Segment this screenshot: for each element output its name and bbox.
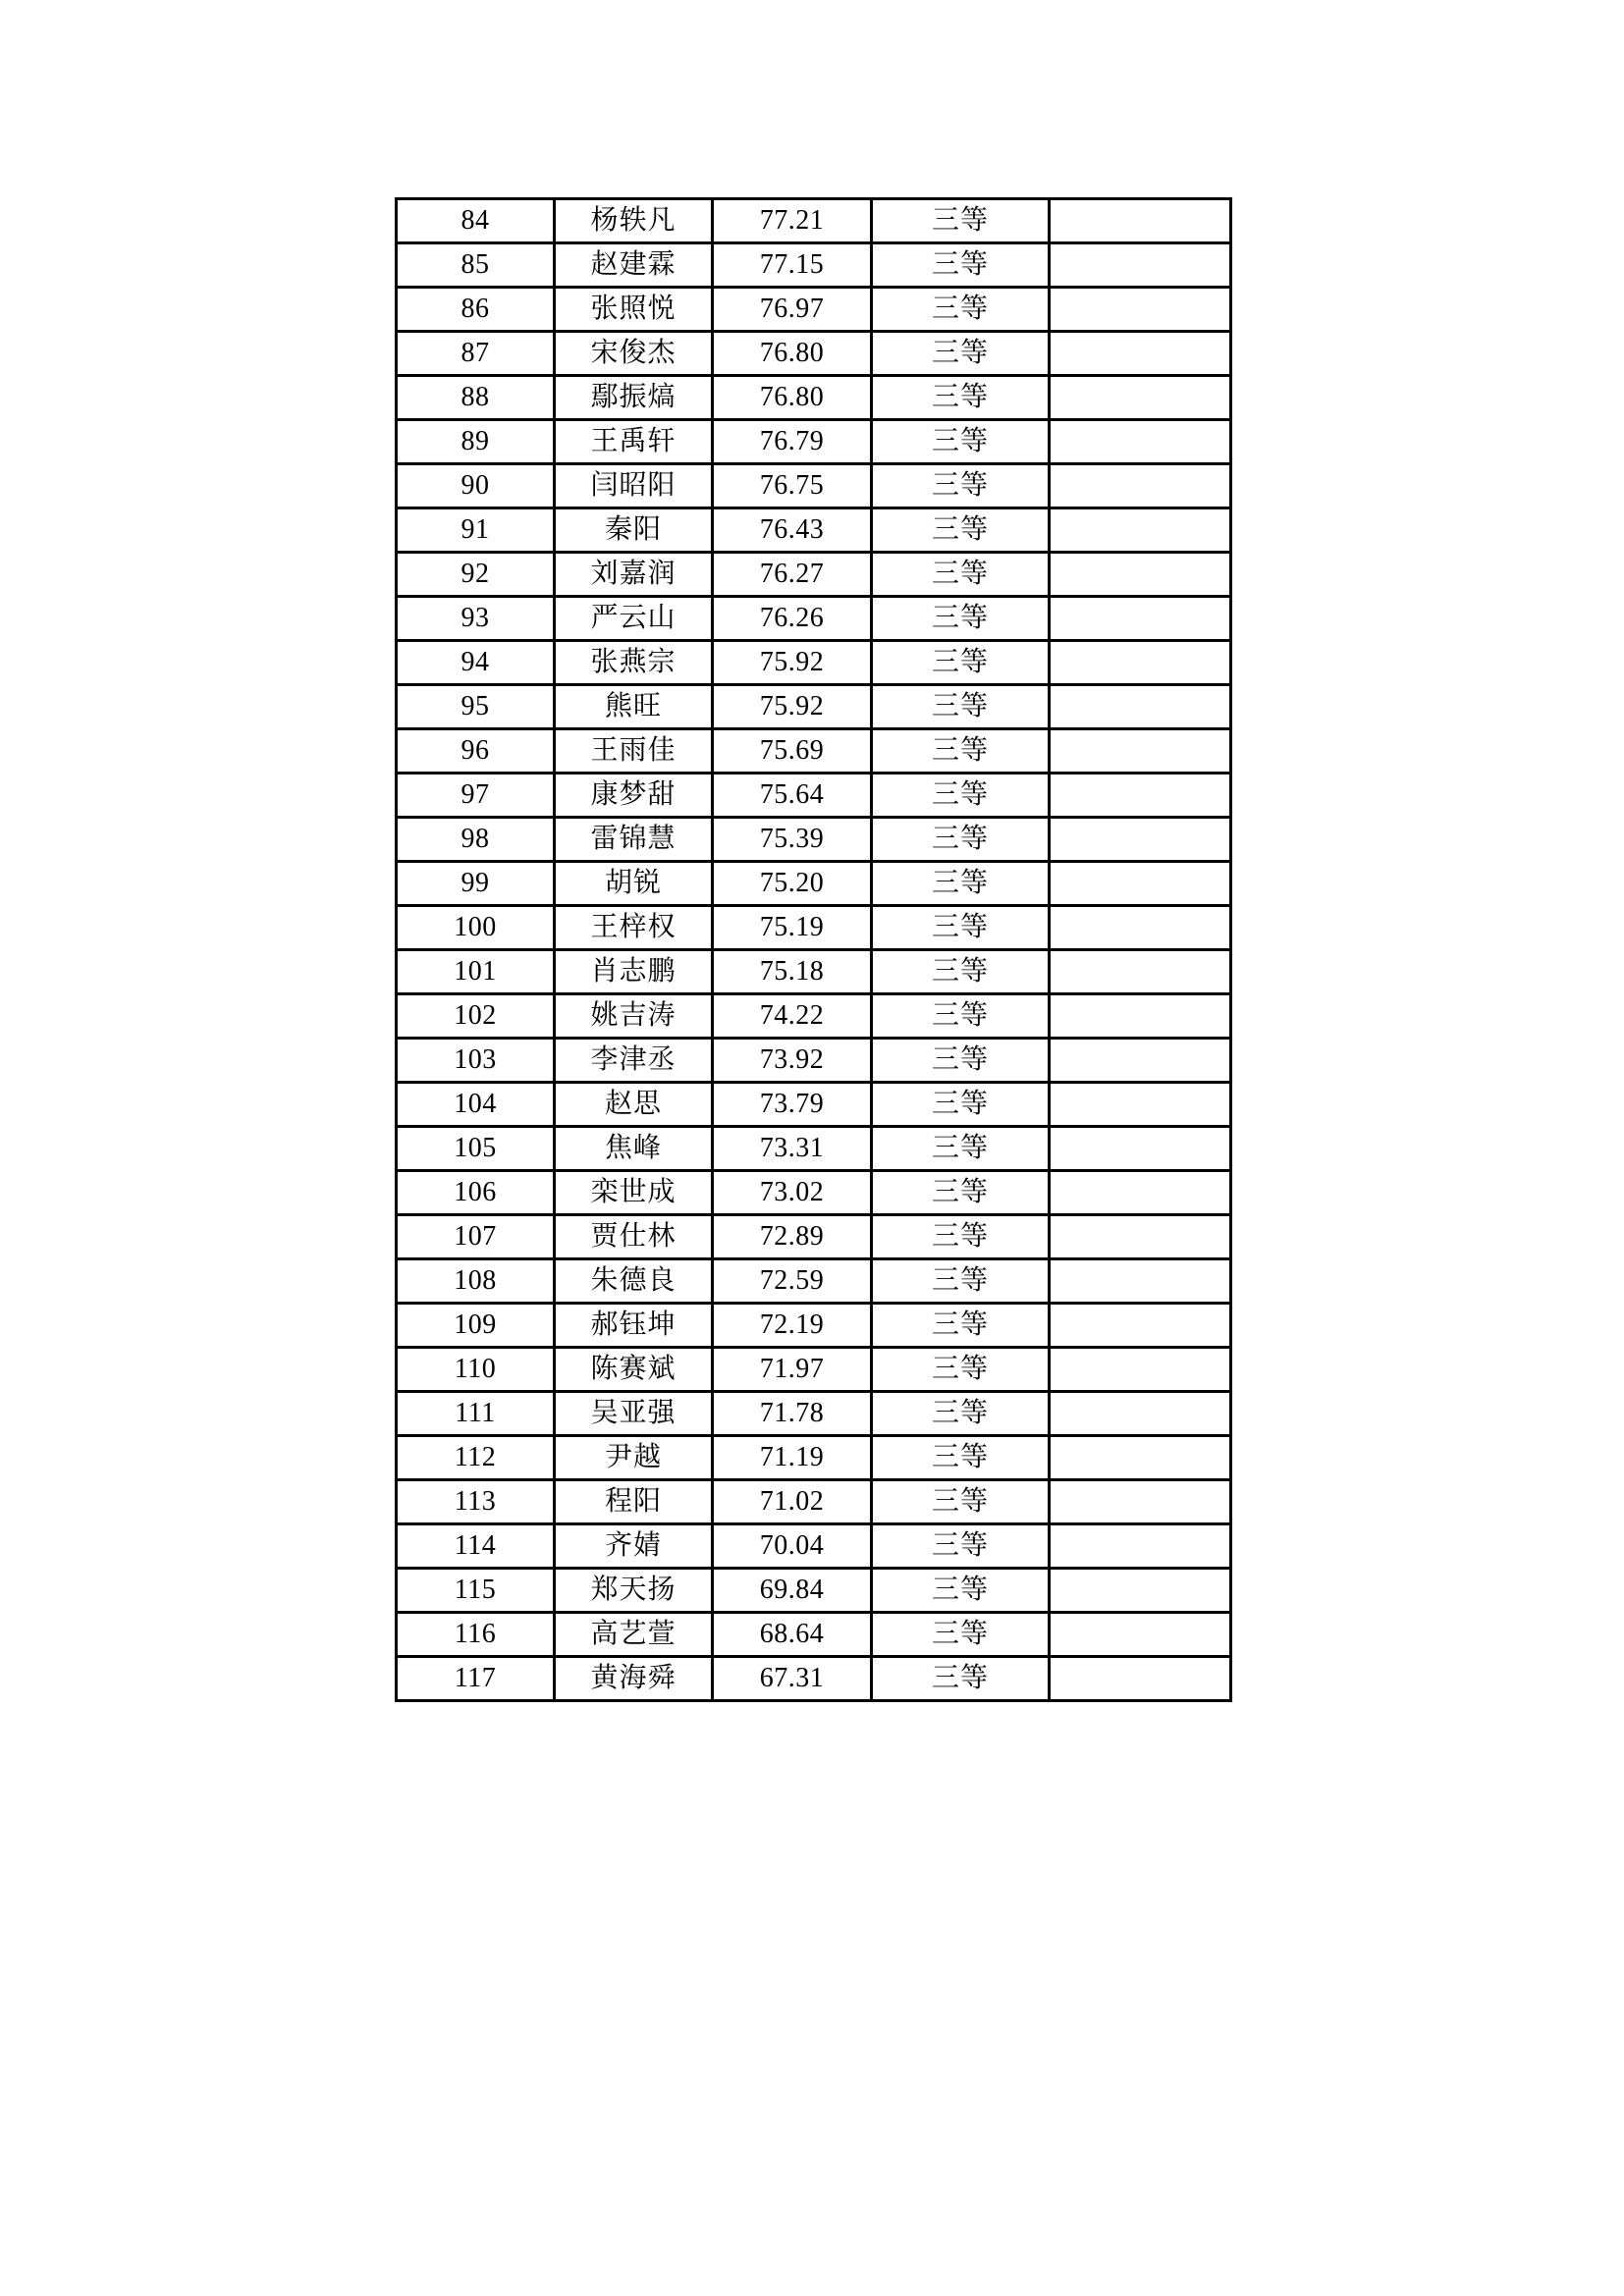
note-cell [1050, 1127, 1231, 1171]
grade-cell: 三等 [872, 950, 1050, 994]
note-cell [1050, 1083, 1231, 1127]
grade-cell: 三等 [872, 1657, 1050, 1701]
rank-cell: 87 [397, 332, 555, 376]
table-row [397, 1348, 1231, 1392]
grade-cell: 三等 [872, 994, 1050, 1039]
rank-cell: 98 [397, 818, 555, 862]
note-cell [1050, 1171, 1231, 1215]
rank-cell: 97 [397, 774, 555, 818]
grade-cell: 三等 [872, 1480, 1050, 1524]
note-cell [1050, 641, 1231, 685]
note-cell [1050, 774, 1231, 818]
score-cell: 77.21 [713, 199, 872, 243]
rank-cell: 104 [397, 1083, 555, 1127]
note-cell [1050, 818, 1231, 862]
name-cell: 王梓权 [555, 906, 713, 950]
name-cell: 郝钰坤 [555, 1304, 713, 1348]
rank-cell: 95 [397, 685, 555, 729]
table-row [397, 1127, 1231, 1171]
note-cell [1050, 994, 1231, 1039]
grade-cell: 三等 [872, 729, 1050, 774]
grade-cell: 三等 [872, 1215, 1050, 1259]
score-cell: 72.19 [713, 1304, 872, 1348]
rank-cell: 113 [397, 1480, 555, 1524]
name-cell: 栾世成 [555, 1171, 713, 1215]
note-cell [1050, 332, 1231, 376]
rank-cell: 84 [397, 199, 555, 243]
note-cell [1050, 1215, 1231, 1259]
name-cell: 李津丞 [555, 1039, 713, 1083]
ranking-table [395, 197, 1232, 1702]
table-row [397, 1215, 1231, 1259]
grade-cell: 三等 [872, 906, 1050, 950]
grade-cell: 三等 [872, 1127, 1050, 1171]
name-cell: 秦阳 [555, 508, 713, 553]
score-cell: 76.97 [713, 288, 872, 332]
name-cell: 赵建霖 [555, 243, 713, 288]
rank-cell: 88 [397, 376, 555, 420]
rank-cell: 85 [397, 243, 555, 288]
score-cell: 76.79 [713, 420, 872, 464]
table-row [397, 1083, 1231, 1127]
name-cell: 杨轶凡 [555, 199, 713, 243]
rank-cell: 96 [397, 729, 555, 774]
score-cell: 73.31 [713, 1127, 872, 1171]
ranking-table-body [397, 199, 1231, 1701]
name-cell: 张照悦 [555, 288, 713, 332]
score-cell: 75.64 [713, 774, 872, 818]
score-cell: 75.19 [713, 906, 872, 950]
score-cell: 71.97 [713, 1348, 872, 1392]
note-cell [1050, 1657, 1231, 1701]
score-cell: 76.26 [713, 597, 872, 641]
rank-cell: 94 [397, 641, 555, 685]
score-cell: 75.39 [713, 818, 872, 862]
table-row [397, 729, 1231, 774]
name-cell: 齐婧 [555, 1524, 713, 1569]
grade-cell: 三等 [872, 641, 1050, 685]
grade-cell: 三等 [872, 1348, 1050, 1392]
score-cell: 77.15 [713, 243, 872, 288]
note-cell [1050, 597, 1231, 641]
score-cell: 76.27 [713, 553, 872, 597]
note-cell [1050, 288, 1231, 332]
note-cell [1050, 420, 1231, 464]
table-row [397, 288, 1231, 332]
score-cell: 76.80 [713, 332, 872, 376]
note-cell [1050, 1613, 1231, 1657]
grade-cell: 三等 [872, 1039, 1050, 1083]
table-row [397, 1436, 1231, 1480]
table-row [397, 862, 1231, 906]
note-cell [1050, 1524, 1231, 1569]
table-row [397, 774, 1231, 818]
rank-cell: 115 [397, 1569, 555, 1613]
rank-cell: 90 [397, 464, 555, 508]
note-cell [1050, 1392, 1231, 1436]
grade-cell: 三等 [872, 685, 1050, 729]
table-row [397, 1259, 1231, 1304]
rank-cell: 100 [397, 906, 555, 950]
score-cell: 73.92 [713, 1039, 872, 1083]
grade-cell: 三等 [872, 464, 1050, 508]
table-row [397, 1613, 1231, 1657]
note-cell [1050, 729, 1231, 774]
name-cell: 吴亚强 [555, 1392, 713, 1436]
grade-cell: 三等 [872, 1171, 1050, 1215]
note-cell [1050, 862, 1231, 906]
score-cell: 74.22 [713, 994, 872, 1039]
name-cell: 郑天扬 [555, 1569, 713, 1613]
rank-cell: 89 [397, 420, 555, 464]
table-row [397, 641, 1231, 685]
table-row [397, 1039, 1231, 1083]
note-cell [1050, 1039, 1231, 1083]
score-cell: 76.80 [713, 376, 872, 420]
score-cell: 75.92 [713, 685, 872, 729]
name-cell: 熊旺 [555, 685, 713, 729]
score-cell: 76.43 [713, 508, 872, 553]
grade-cell: 三等 [872, 818, 1050, 862]
score-cell: 75.92 [713, 641, 872, 685]
name-cell: 焦峰 [555, 1127, 713, 1171]
grade-cell: 三等 [872, 243, 1050, 288]
name-cell: 高艺萱 [555, 1613, 713, 1657]
score-cell: 73.79 [713, 1083, 872, 1127]
rank-cell: 105 [397, 1127, 555, 1171]
rank-cell: 92 [397, 553, 555, 597]
note-cell [1050, 464, 1231, 508]
score-cell: 69.84 [713, 1569, 872, 1613]
table-row [397, 464, 1231, 508]
rank-cell: 99 [397, 862, 555, 906]
grade-cell: 三等 [872, 1436, 1050, 1480]
name-cell: 尹越 [555, 1436, 713, 1480]
table-row [397, 553, 1231, 597]
rank-cell: 110 [397, 1348, 555, 1392]
score-cell: 72.89 [713, 1215, 872, 1259]
name-cell: 贾仕林 [555, 1215, 713, 1259]
note-cell [1050, 508, 1231, 553]
grade-cell: 三等 [872, 1304, 1050, 1348]
score-cell: 67.31 [713, 1657, 872, 1701]
score-cell: 75.69 [713, 729, 872, 774]
name-cell: 闫昭阳 [555, 464, 713, 508]
table-row [397, 243, 1231, 288]
score-cell: 71.78 [713, 1392, 872, 1436]
table-row [397, 1569, 1231, 1613]
table-row [397, 950, 1231, 994]
rank-cell: 93 [397, 597, 555, 641]
table-row [397, 906, 1231, 950]
table-row [397, 332, 1231, 376]
rank-cell: 86 [397, 288, 555, 332]
score-cell: 71.02 [713, 1480, 872, 1524]
name-cell: 鄢振熇 [555, 376, 713, 420]
name-cell: 赵思 [555, 1083, 713, 1127]
note-cell [1050, 243, 1231, 288]
rank-cell: 106 [397, 1171, 555, 1215]
name-cell: 陈赛斌 [555, 1348, 713, 1392]
note-cell [1050, 1569, 1231, 1613]
grade-cell: 三等 [872, 553, 1050, 597]
score-cell: 68.64 [713, 1613, 872, 1657]
name-cell: 王禹轩 [555, 420, 713, 464]
note-cell [1050, 553, 1231, 597]
name-cell: 程阳 [555, 1480, 713, 1524]
grade-cell: 三等 [872, 1524, 1050, 1569]
rank-cell: 107 [397, 1215, 555, 1259]
score-cell: 71.19 [713, 1436, 872, 1480]
rank-cell: 114 [397, 1524, 555, 1569]
rank-cell: 108 [397, 1259, 555, 1304]
note-cell [1050, 1436, 1231, 1480]
name-cell: 黄海舜 [555, 1657, 713, 1701]
name-cell: 雷锦慧 [555, 818, 713, 862]
table-row [397, 818, 1231, 862]
grade-cell: 三等 [872, 376, 1050, 420]
rank-cell: 103 [397, 1039, 555, 1083]
grade-cell: 三等 [872, 597, 1050, 641]
grade-cell: 三等 [872, 420, 1050, 464]
grade-cell: 三等 [872, 288, 1050, 332]
note-cell [1050, 950, 1231, 994]
table-row [397, 597, 1231, 641]
table-row [397, 685, 1231, 729]
name-cell: 宋俊杰 [555, 332, 713, 376]
grade-cell: 三等 [872, 1392, 1050, 1436]
rank-cell: 111 [397, 1392, 555, 1436]
table-row [397, 420, 1231, 464]
score-cell: 72.59 [713, 1259, 872, 1304]
note-cell [1050, 1348, 1231, 1392]
table-row [397, 1392, 1231, 1436]
grade-cell: 三等 [872, 1259, 1050, 1304]
name-cell: 康梦甜 [555, 774, 713, 818]
score-cell: 70.04 [713, 1524, 872, 1569]
score-cell: 75.18 [713, 950, 872, 994]
table-row [397, 1480, 1231, 1524]
table-row [397, 376, 1231, 420]
rank-cell: 109 [397, 1304, 555, 1348]
table-row [397, 1524, 1231, 1569]
score-cell: 76.75 [713, 464, 872, 508]
name-cell: 姚吉涛 [555, 994, 713, 1039]
note-cell [1050, 376, 1231, 420]
name-cell: 张燕宗 [555, 641, 713, 685]
table-row [397, 994, 1231, 1039]
name-cell: 肖志鹏 [555, 950, 713, 994]
grade-cell: 三等 [872, 199, 1050, 243]
table-row [397, 199, 1231, 243]
rank-cell: 116 [397, 1613, 555, 1657]
note-cell [1050, 1259, 1231, 1304]
note-cell [1050, 906, 1231, 950]
note-cell [1050, 685, 1231, 729]
name-cell: 王雨佳 [555, 729, 713, 774]
table-row [397, 508, 1231, 553]
table-row [397, 1304, 1231, 1348]
score-cell: 73.02 [713, 1171, 872, 1215]
rank-cell: 112 [397, 1436, 555, 1480]
score-cell: 75.20 [713, 862, 872, 906]
table-row [397, 1657, 1231, 1701]
name-cell: 胡锐 [555, 862, 713, 906]
grade-cell: 三等 [872, 1569, 1050, 1613]
table-row [397, 1171, 1231, 1215]
note-cell [1050, 1480, 1231, 1524]
name-cell: 朱德良 [555, 1259, 713, 1304]
grade-cell: 三等 [872, 508, 1050, 553]
grade-cell: 三等 [872, 862, 1050, 906]
grade-cell: 三等 [872, 1613, 1050, 1657]
rank-cell: 101 [397, 950, 555, 994]
grade-cell: 三等 [872, 1083, 1050, 1127]
note-cell [1050, 199, 1231, 243]
rank-cell: 117 [397, 1657, 555, 1701]
grade-cell: 三等 [872, 774, 1050, 818]
rank-cell: 102 [397, 994, 555, 1039]
name-cell: 严云山 [555, 597, 713, 641]
note-cell [1050, 1304, 1231, 1348]
rank-cell: 91 [397, 508, 555, 553]
grade-cell: 三等 [872, 332, 1050, 376]
name-cell: 刘嘉润 [555, 553, 713, 597]
